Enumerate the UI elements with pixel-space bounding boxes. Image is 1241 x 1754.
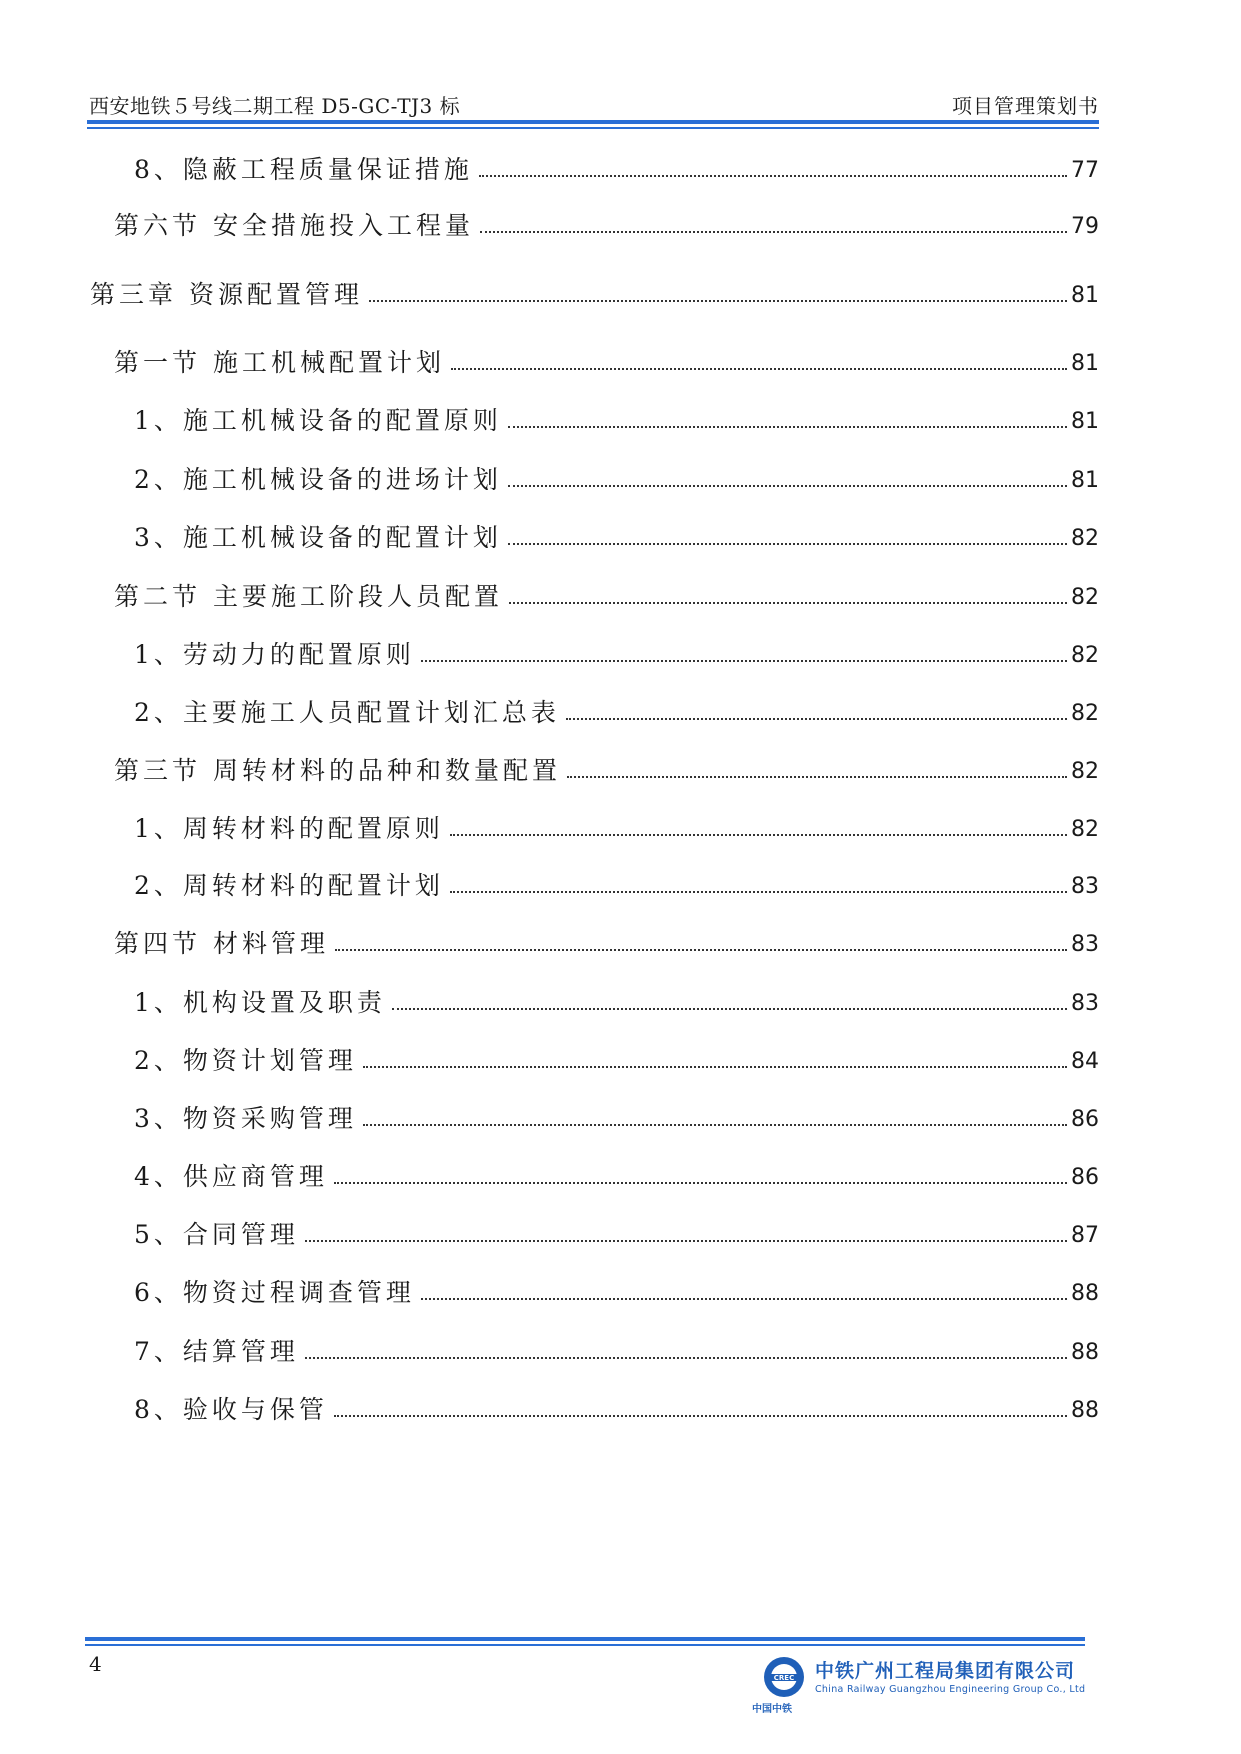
toc-entry[interactable] — [134, 631, 1099, 671]
company-name-cn: 中铁广州工程局集团有限公司 — [815, 1660, 1076, 1682]
toc-dot-leader — [421, 1298, 1067, 1300]
toc-entry[interactable] — [134, 514, 1099, 554]
header-document-title: 项目管理策划书 — [952, 94, 1099, 118]
toc-entry[interactable] — [134, 1386, 1099, 1426]
toc-entry-label: 第二节 主要施工阶段人员配置 — [114, 582, 503, 611]
toc-entry-label: 2、物资计划管理 — [134, 1046, 357, 1075]
toc-entry-page: 82 — [1071, 585, 1099, 610]
toc-entry-page: 88 — [1071, 1398, 1099, 1423]
toc-dot-leader — [450, 891, 1067, 893]
toc-dot-leader — [508, 485, 1067, 487]
toc-entry-label: 5、合同管理 — [134, 1220, 299, 1249]
toc-entry-page: 83 — [1071, 874, 1099, 899]
toc-entry-page: 81 — [1071, 351, 1099, 376]
toc-entry-label: 第六节 安全措施投入工程量 — [114, 211, 474, 240]
toc-entry[interactable] — [114, 573, 1099, 613]
toc-dot-leader — [508, 426, 1067, 428]
toc-dot-leader — [335, 949, 1067, 951]
toc-dot-leader — [363, 1124, 1067, 1126]
toc-entry[interactable] — [114, 202, 1099, 242]
toc-dot-leader — [567, 776, 1067, 778]
toc-dot-leader — [334, 1415, 1067, 1417]
toc-dot-leader — [508, 543, 1067, 545]
footer-rule-thin — [85, 1644, 1085, 1646]
toc-dot-leader — [509, 602, 1067, 604]
toc-dot-leader — [334, 1182, 1067, 1184]
toc-entry[interactable] — [134, 146, 1099, 186]
toc-entry-label: 1、周转材料的配置原则 — [134, 814, 444, 843]
toc-entry-page: 79 — [1071, 214, 1099, 239]
toc-entry[interactable] — [134, 1269, 1099, 1309]
toc-entry-page: 81 — [1071, 409, 1099, 434]
toc-entry[interactable] — [134, 397, 1099, 437]
page-header — [89, 86, 1099, 116]
toc-dot-leader — [480, 231, 1067, 233]
toc-dot-leader — [451, 368, 1067, 370]
toc-entry-page: 83 — [1071, 932, 1099, 957]
toc-dot-leader — [369, 300, 1067, 302]
footer-rule — [85, 1637, 1085, 1641]
toc-dot-leader — [450, 834, 1067, 836]
toc-entry-label: 8、验收与保管 — [134, 1395, 328, 1424]
toc-entry-page: 82 — [1071, 643, 1099, 668]
toc-entry[interactable] — [134, 1153, 1099, 1193]
toc-dot-leader — [305, 1240, 1067, 1242]
crec-logo-icon — [762, 1655, 806, 1699]
toc-entry-label: 3、物资采购管理 — [134, 1104, 357, 1133]
toc-entry-label: 第一节 施工机械配置计划 — [114, 348, 445, 377]
header-rule — [87, 120, 1099, 124]
toc-entry[interactable] — [114, 920, 1099, 960]
toc-dot-leader — [479, 175, 1067, 177]
toc-entry[interactable] — [134, 1095, 1099, 1135]
toc-entry-label: 2、施工机械设备的进场计划 — [134, 465, 502, 494]
toc-entry-label: 1、施工机械设备的配置原则 — [134, 406, 502, 435]
toc-entry[interactable] — [90, 271, 1099, 311]
toc-dot-leader — [363, 1066, 1067, 1068]
toc-entry-label: 7、结算管理 — [134, 1337, 299, 1366]
toc-entry-label: 4、供应商管理 — [134, 1162, 328, 1191]
toc-entry[interactable] — [134, 1328, 1099, 1368]
logo-mark-text: CREC — [773, 1674, 795, 1682]
logo-caption: 中国中铁 — [752, 1704, 792, 1715]
toc-entry[interactable] — [114, 339, 1099, 379]
toc-dot-leader — [392, 1008, 1067, 1010]
toc-entry-page: 77 — [1071, 158, 1099, 183]
toc-entry-label: 第三章 资源配置管理 — [90, 280, 363, 309]
toc-entry-page: 88 — [1071, 1281, 1099, 1306]
toc-entry-label: 第三节 周转材料的品种和数量配置 — [114, 756, 561, 785]
toc-entry-page: 82 — [1071, 817, 1099, 842]
toc-entry-page: 87 — [1071, 1223, 1099, 1248]
toc-entry-label: 8、隐蔽工程质量保证措施 — [134, 155, 473, 184]
page-number: 4 — [89, 1652, 102, 1676]
toc-entry-label: 1、机构设置及职责 — [134, 988, 386, 1017]
toc-entry-page: 81 — [1071, 283, 1099, 308]
toc-entry-page: 88 — [1071, 1340, 1099, 1365]
toc-entry[interactable] — [134, 1211, 1099, 1251]
toc-entry[interactable] — [134, 689, 1099, 729]
toc-entry-label: 2、主要施工人员配置计划汇总表 — [134, 698, 560, 727]
toc-entry[interactable] — [134, 456, 1099, 496]
toc-entry-page: 81 — [1071, 468, 1099, 493]
toc-dot-leader — [305, 1357, 1067, 1359]
company-name-en: China Railway Guangzhou Engineering Group Co., Ltd — [815, 1684, 1086, 1695]
toc-entry-label: 3、施工机械设备的配置计划 — [134, 523, 502, 552]
toc-dot-leader — [421, 660, 1067, 662]
toc-dot-leader — [566, 718, 1067, 720]
toc-entry[interactable] — [134, 862, 1099, 902]
toc-entry-page: 86 — [1071, 1165, 1099, 1190]
toc-entry-label: 2、周转材料的配置计划 — [134, 871, 444, 900]
toc-entry-page: 82 — [1071, 526, 1099, 551]
toc-entry-label: 第四节 材料管理 — [114, 929, 329, 958]
toc-entry-page: 84 — [1071, 1049, 1099, 1074]
toc-entry-label: 6、物资过程调查管理 — [134, 1278, 415, 1307]
toc-entry-page: 86 — [1071, 1107, 1099, 1132]
toc-entry[interactable] — [134, 805, 1099, 845]
header-rule-thin — [87, 127, 1099, 129]
header-project-title: 西安地铁５号线二期工程 D5-GC-TJ3 标 — [89, 94, 461, 118]
toc-entry[interactable] — [134, 979, 1099, 1019]
toc-entry[interactable] — [134, 1037, 1099, 1077]
toc-entry-page: 83 — [1071, 991, 1099, 1016]
toc-entry-page: 82 — [1071, 759, 1099, 784]
toc-entry[interactable] — [114, 747, 1099, 787]
toc-entry-label: 1、劳动力的配置原则 — [134, 640, 415, 669]
toc-entry-page: 82 — [1071, 701, 1099, 726]
